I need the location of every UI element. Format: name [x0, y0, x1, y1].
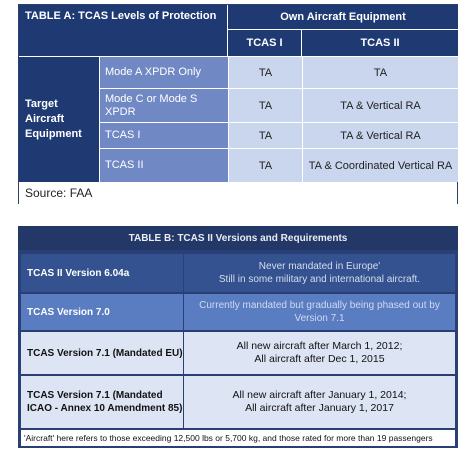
row-label: TCAS II	[99, 148, 228, 182]
version-requirement	[184, 254, 455, 292]
cell-tcas1: TA	[228, 148, 302, 182]
cell-tcas2: TA & Coordinated Vertical RA	[302, 148, 458, 182]
cell-tcas2: TA	[302, 56, 458, 88]
requirement-line: All new aircraft after March 1, 2012;	[236, 340, 403, 352]
version-requirement	[184, 294, 455, 330]
col-header-tcas2: TCAS II	[302, 30, 458, 56]
table-a-title: TABLE A: TCAS Levels of Protection	[19, 5, 228, 56]
version-requirement	[184, 332, 455, 374]
table-b-tcas-versions	[18, 226, 458, 448]
cell-tcas1: TA	[228, 56, 302, 88]
requirement-line: Never mandated in Europe'	[258, 261, 381, 272]
table-a-source: Source: FAA	[19, 182, 457, 204]
version-label: TCAS Version 7.1 (Mandated EU)	[21, 332, 183, 374]
table-b-footnote: 'Aircraft' here refers to those exceeding 12,500 lbs or 5,700 kg, and those rated for more than 19 passengers	[21, 430, 455, 446]
row-label: TCAS I	[99, 122, 228, 148]
requirement-line: All new aircraft after January 1, 2014;	[232, 389, 407, 401]
target-aircraft-label: Target Aircraft Equipment	[19, 56, 99, 182]
table-b-title: TABLE B: TCAS II Versions and Requirements	[18, 226, 458, 250]
row-label: Mode A XPDR Only	[99, 56, 228, 88]
requirement-line: All aircraft after January 1, 2017	[245, 402, 394, 414]
version-label: TCAS Version 7.1 (Mandated ICAO - Annex 10 Amendment 85)	[21, 376, 183, 428]
row-label: Mode C or Mode S XPDR	[99, 88, 228, 122]
col-header-tcas1: TCAS I	[228, 30, 302, 56]
cell-tcas2: TA & Vertical RA	[302, 88, 458, 122]
requirement-line: Version 7.1	[294, 313, 345, 324]
requirement-line: All aircraft after Dec 1, 2015	[254, 353, 385, 365]
own-aircraft-header: Own Aircraft Equipment	[228, 5, 458, 30]
requirement-line: Still in some military and international aircraft.	[218, 274, 421, 285]
cell-tcas2: TA & Vertical RA	[302, 122, 458, 148]
requirement-line: Currently mandated but gradually being phased out by	[199, 300, 440, 311]
table-a-tcas-levels	[18, 4, 458, 204]
cell-tcas1: TA	[228, 122, 302, 148]
cell-tcas1: TA	[228, 88, 302, 122]
version-requirement	[184, 376, 455, 428]
version-label: TCAS II Version 6.04a	[21, 254, 183, 292]
version-label: TCAS Version 7.0	[21, 294, 183, 330]
